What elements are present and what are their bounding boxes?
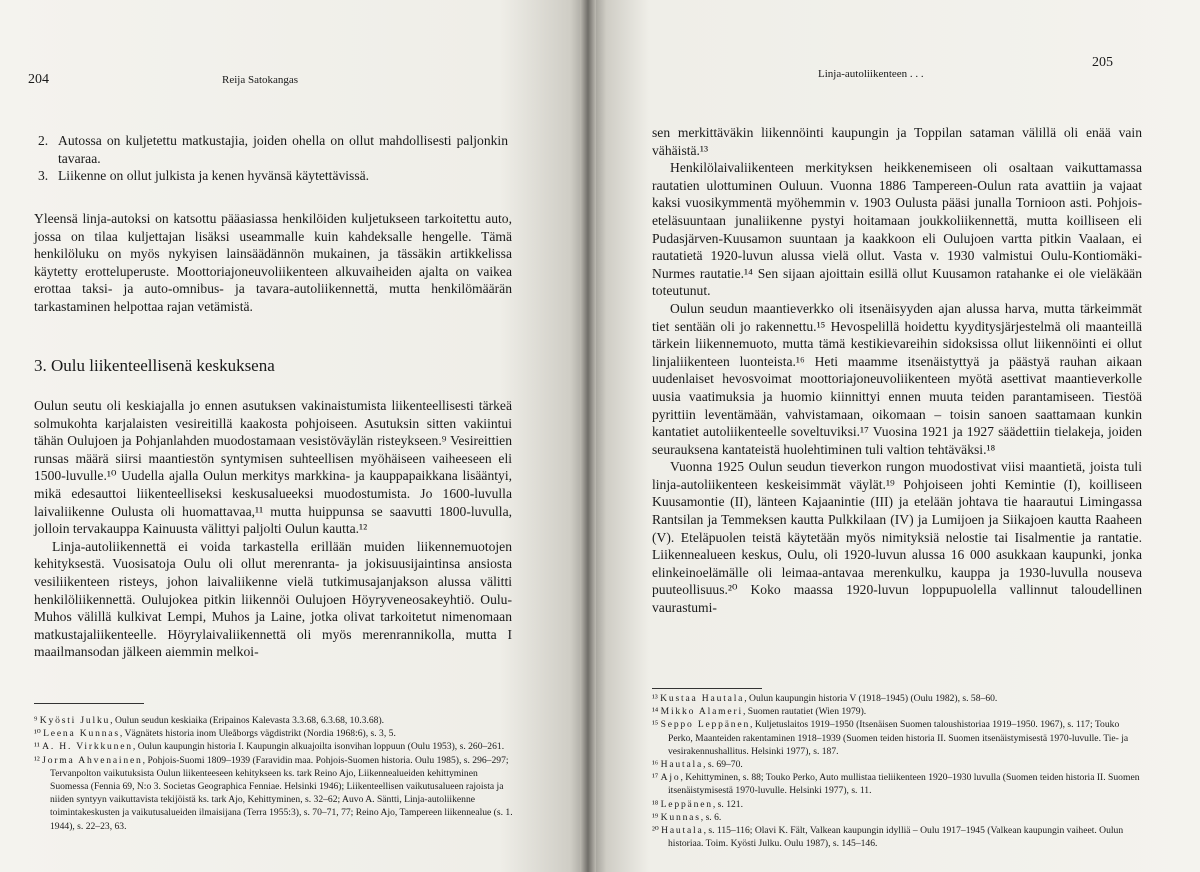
footnote: ¹⁸ Leppänen, s. 121. [652,798,743,810]
right-body-text [652,124,1142,617]
footnote: ¹⁰ Leena Kunnas, Vägnätets historia inom Uleåborgs vägdistrikt (Nordia 1968:6), s. 3, 5. [34,728,396,740]
running-head-right: Linja-autoliikenteen . . . [818,68,924,80]
footnote: ¹⁹ Kunnas, s. 6. [652,811,722,823]
page-number-left: 204 [28,72,49,87]
right-paragraph-2: Henkilölaivaliikenteen merkityksen heikkenemiseen oli osaltaan vaikuttamassa rautatien ulottuminen Ouluun. Vuonna 1886 Tampereen-Oulun rata avattiin ja vajaat kaksi vuosikymmentä myöhemmin v. 1903 Oulusta pääsi junalla Tornioon asti. Pohjois-eteläsuuntaan junaliikenne pystyi hoitamaan joukkoliikennettä, mutta koilliseen eli Pudasjärven-Kuusamon suuntaan ja kaakkoon eli Oulujoen vartta pitkin Vaalaan, ei rautatietä 1920-luvun alussa vielä ollut. Vasta v. 1930 valmistui Oulu-Kontiomäki-Nurmes rautatie.¹⁴ Sen sijaan ajoittain esillä ollut Kuusamon ratahanke ei ole vieläkään toteutunut. [652,160,1142,299]
list-item: 2. Autossa on kuljetettu matkustajia, joiden ohella on ollut mahdollisesti paljonkin tavaraa. [38,133,508,166]
criteria-list [38,132,508,185]
footnote: ¹⁷ Ajo, Kehittyminen, s. 88; Touko Perko, Auto mullistaa tieliikenteen 1920–1930 luvulla (Suomen teiden historia II. Suomen itsenäistymisestä 1970-luvulle. Helsinki 1977), s. 11. [652,772,1140,797]
right-paragraph-4: Vuonna 1925 Oulun seudun tieverkon rungon muodostivat viisi maantietä, joista tuli linja-autoliikenteen keskeisimmät väylät.¹⁹ Pohjoiseen johti Kemintie (I), koilliseen Kuusamontie (II), länteen Kajaanintie (III) ja etelään johtava tie haarautui Limingassa Rantsilan ja Temmeksen kautta Pulkkilaan (IV) ja Lumijoen ja Siikajoen kautta Raaheen (V). Eteläpuolen teistä käytetään myös nimityksiä nelostie tai Iisalmentie ja rantatie. Liikennealueen keskus, Oulu, oli 1920-luvun alussa 16 000 asukkaan kaupunki, jonka elinkeinoelämälle oli leimaa-antavaa merenkulku, kauppa ja 1930-luvulla nouseva puuteollisuus.²⁰ Koko maassa 1920-luvun loppupuolella vallinnut taloudellinen vaurastumi- [652,459,1142,616]
footnote: ¹⁵ Seppo Leppänen, Kuljetuslaitos 1919–1950 (Itsenäisen Suomen taloushistoriaa 1919–1950. 1967), s. 117; Touko Perko, Maanteiden rakentaminen 1918–1939 (Suomen teiden historia II. Suomen itsenäistymisestä 1970-luvulle. Tie- ja vesirakennushallitus. Helsinki 1977), s. 187. [652,719,1129,757]
footnote: ¹² Jorma Ahvenainen, Pohjois-Suomi 1809–1939 (Faravidin maa. Pohjois-Suomen historia. Oulu 1985), s. 296–297; Tervanpolton vaikutuksista Oulun liikenteeseen kehitykseen ks. tark Reino Ajo, Liikennealueiden kehittyminen Suomessa (Fennia 69, N:o 3. Societas Geographica Fenniae. Helsinki 1946); Liikenteellisen vaikutusalueen rajoista ja niiden syntyyn vaikuttavista tekijöistä ks. tark Ajo, Kehittyminen, s. 32–62; Auvo A. Säntti, Linja-autoliikenne toimintakeskusten ja vaikutusalueiden ilmaisijana (Terra 1955:3), s. 70–71, 77; Reino Ajo, Tampereen liikennealue (s. 1. 1944), s. 22–23, 63. [34,754,513,832]
left-paragraph-1: Yleensä linja-autoksi on katsottu pääasiassa henkilöiden kuljetukseen tarkoitettu auto, jossa on tilaa kuljettajan lisäksi useammalle kuin kahdeksalle hengelle. Tämä henkilöluku on myös nykyisen lainsäädännön mukainen, ja tässäkin artikkelissa käytetty erotteluperuste. Moottoriajoneuvoliikenteen alkuvaiheiden ajalta on vaikea erottaa taksi- ja auto-omnibus- ja tavara-autoliikennettä, mutta henkilömäärän tarkastaminen helpottaa rajan vetämistä. [34,211,512,314]
left-paragraph-3: Linja-autoliikennettä ei voida tarkastella erillään muiden liikennemuotojen kehityksestä. Vuosisatoja Oulu oli ollut merenranta- ja jokisuusijaintinsa ansiosta vesiliikenteen risteys, johon laivaliikenne vielä tutkimusajanjakson alussa välitti henkilöliikennettä. Oulujokea pitkin liikennöi Oulujoen Höyryveneosakeyhtiö. Oulu-Muhos välillä kulkivat Lempi, Muhos ja Laine, jotka olivat tarkoitetut nimenomaan matkustajaliikenteelle. Höyrylaivaliikennettä oli myös merenrannikolla, mutta I maailmansodan jälkeen aiemmin melkoi- [34,538,512,660]
left-footnotes [34,714,514,833]
right-paragraph-3: Oulun seudun maantieverkko oli itsenäisyyden ajan alussa harva, mutta tärkeimmät tiet sentään oli jo rakennettu.¹⁵ Hevospelillä hoidettu kyyditysjärjestelmä oli maanteillä tärkein liikennemuoto, mutta tämä kestikievareihin sidoksissa ollut liikennöinti ei ollut linjaliikenteen luonteista.¹⁶ Heti maamme itsenäistyttyä ja päästyä rauhan aikaan uudenlaiset hevosvoimat moottoriajoneuvoliikenteen myötä asettivat maantieverkolle uusia vaatimuksia ja huomio kiinnittyi ennen muuta teiden parantamiseen. Tiestöä pyrittiin leventämään, vahvistamaan, oikomaan – toisin sanoen saattamaan kunkin kantatiet autoliikenteelle soveltuviksi.¹⁷ Vuosina 1921 ja 1927 säädettiin tielakeja, joiden seurauksena kantateistä huolehtiminen tuli valtion tehtäväksi.¹⁸ [652,300,1142,457]
footnote: ²⁰ Hautala, s. 115–116; Olavi K. Fält, Valkean kaupungin idylliä – Oulu 1917–1945 (Valkean kaupungin vaiheet. Oulun historiaa. Toim. Kyösti Julku. Oulu 1987), s. 145–146. [652,825,1124,850]
footnote-rule [34,703,144,704]
running-head-left: Reija Satokangas [222,74,299,86]
left-page [0,0,588,872]
book-gutter [580,0,596,872]
list-item: 3. Liikenne on ollut julkista ja kenen hyvänsä käytettävissä. [38,168,370,184]
footnote: ⁹ Kyösti Julku, Oulun seudun keskiaika (Eripainos Kalevasta 3.3.68, 6.3.68, 10.3.68). [34,715,385,726]
footnote: ¹¹ A. H. Virkkunen, Oulun kaupungin historia I. Kaupungin alkuajoilta isonvihan loppuun (Oulu 1953), s. 260–261. [34,741,505,753]
footnote: ¹⁴ Mikko Alameri, Suomen rautatiet (Wien 1979). [652,706,867,718]
footnote: ¹⁶ Hautala, s. 69–70. [652,759,743,771]
footnote-rule [652,688,762,689]
left-body-text [34,397,512,661]
page-number-right: 205 [1092,55,1113,70]
right-paragraph-1: sen merkittäväkin liikennöinti kaupungin ja Toppilan sataman välillä oli enää vain vähäistä.¹³ [652,125,1142,158]
footnote: ¹³ Kustaa Hautala, Oulun kaupungin historia V (1918–1945) (Oulu 1982), s. 58–60. [652,693,998,704]
right-page [588,0,1200,872]
right-footnotes [652,692,1142,850]
left-paragraph-2: Oulun seutu oli keskiajalla jo ennen asutuksen vakinaistumista liikenteellisesti tärkeä solmukohta karjalaisten vesireitillä kaakosta pohjoiseen. Asutuksin sitten vakiintui tähän Oulujoen ja Pohjanlahden muodostamaan vesistöväylän risteykseen.⁹ Vesireittien runsas määrä siirsi maantiestön syntymisen suhteellisen myöhäiseen vaiheeseen eli 1500-luvulle.¹⁰ Uudella ajalla Oulun merkitys markkina- ja kauppapaikkana lisääntyi, mikä edesauttoi liikenteelliseksi keskusalueeksi muodostumista. Jo 1600-luvulla laivaliikenne Oulusta oli huomattavaa,¹¹ mutta huippunsa se saavutti 1800-luvulla, jolloin tervakauppa Kainuusta välittyi paljolti Oulun kautta.¹² [34,398,512,537]
section-heading: 3. Oulu liikenteellisenä keskuksena [34,356,275,375]
